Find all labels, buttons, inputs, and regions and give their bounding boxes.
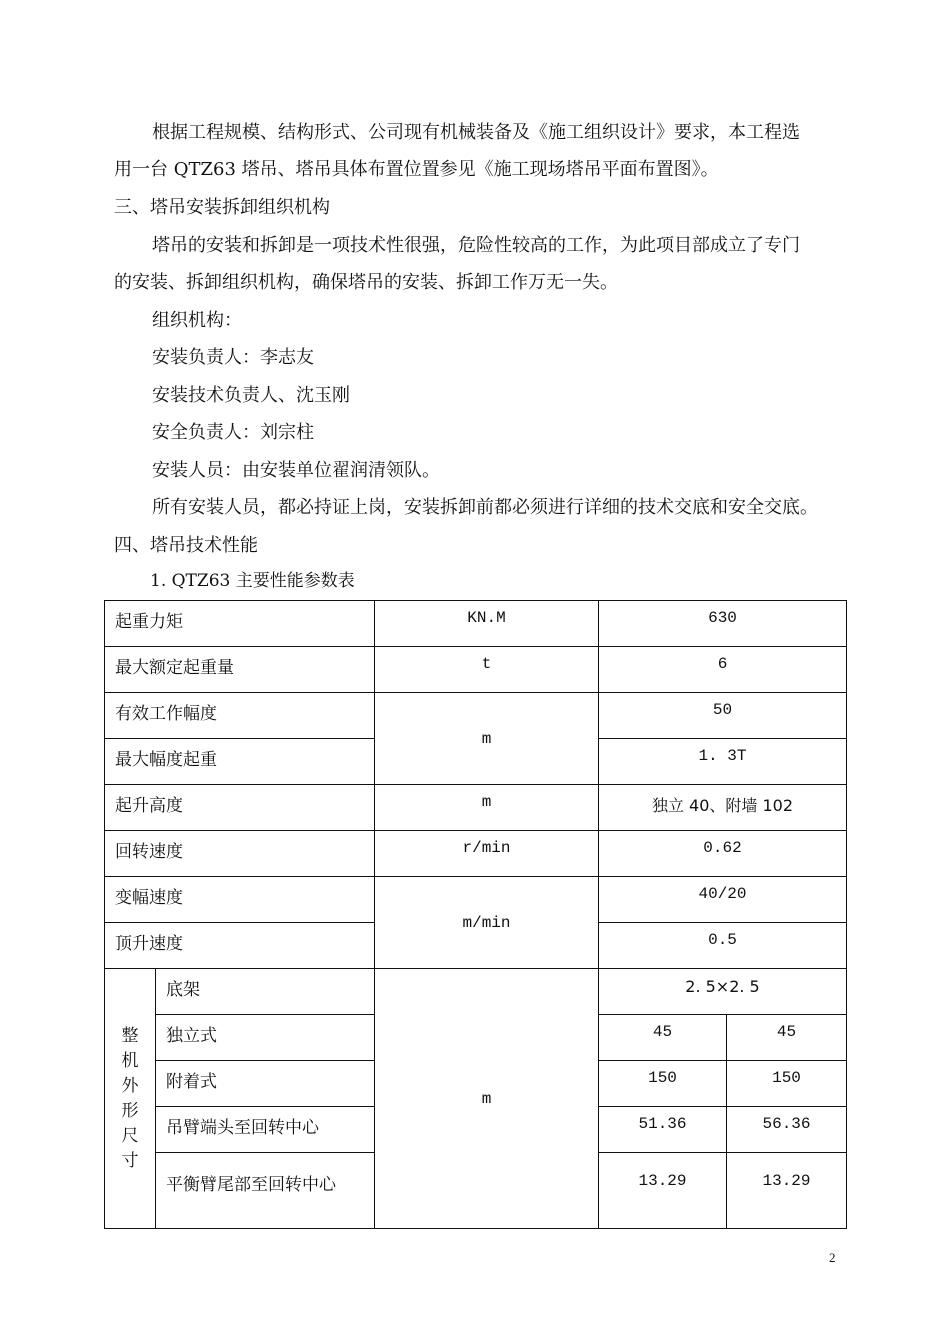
group-label-char: 整 bbox=[121, 1025, 139, 1046]
row-unit: m bbox=[375, 969, 599, 1229]
row-value: 56.36 bbox=[727, 1107, 847, 1153]
table-row bbox=[105, 647, 847, 693]
row-label: 起重力矩 bbox=[105, 601, 375, 647]
row-value: 150 bbox=[599, 1061, 727, 1107]
group-label-char: 机 bbox=[121, 1050, 139, 1071]
section-heading: 三、塔吊安装拆卸组织机构 bbox=[114, 197, 330, 218]
table-row bbox=[105, 785, 847, 831]
paragraph-line: 塔吊的安装和拆卸是一项技术性很强，危险性较高的工作，为此项目部成立了专门 bbox=[152, 235, 800, 256]
row-label: 底架 bbox=[156, 969, 375, 1015]
table-row bbox=[105, 969, 847, 1015]
paragraph-line: 组织机构： bbox=[152, 310, 242, 331]
row-label: 起升高度 bbox=[105, 785, 375, 831]
row-value: 1. 3T bbox=[599, 739, 847, 785]
paragraph-line: 的安装、拆卸组织机构，确保塔吊的安装、拆卸工作万无一失。 bbox=[114, 272, 618, 293]
row-label: 独立式 bbox=[156, 1015, 375, 1061]
row-unit: t bbox=[375, 647, 599, 693]
table-row bbox=[105, 693, 847, 739]
paragraph-line: 安装负责人：李志友 bbox=[152, 347, 314, 368]
paragraph-line: 安装技术负责人、沈玉刚 bbox=[152, 385, 350, 406]
paragraph-line: 根据工程规模、结构形式、公司现有机械装备及《施工组织设计》要求，本工程选 bbox=[152, 122, 800, 143]
row-unit: m bbox=[375, 785, 599, 831]
group-label-char: 尺 bbox=[121, 1125, 139, 1146]
row-value: 150 bbox=[727, 1061, 847, 1107]
table-row bbox=[105, 831, 847, 877]
row-label: 附着式 bbox=[156, 1061, 375, 1107]
row-value: 0.62 bbox=[599, 831, 847, 877]
row-value: 6 bbox=[599, 647, 847, 693]
row-value: 45 bbox=[599, 1015, 727, 1061]
row-unit: m bbox=[375, 693, 599, 785]
row-label: 吊臂端头至回转中心 bbox=[156, 1107, 375, 1153]
row-value: 独立 40、附墙 102 bbox=[599, 785, 847, 831]
section-heading: 四、塔吊技术性能 bbox=[114, 535, 258, 556]
row-value: 2. 5×2. 5 bbox=[599, 969, 847, 1015]
paragraph-line: 安装人员：由安装单位翟润清领队。 bbox=[152, 460, 440, 481]
row-value: 51.36 bbox=[599, 1107, 727, 1153]
row-label: 有效工作幅度 bbox=[105, 693, 375, 739]
group-label-char: 寸 bbox=[121, 1150, 139, 1171]
row-value: 0.5 bbox=[599, 923, 847, 969]
group-label-char: 形 bbox=[121, 1100, 139, 1121]
row-value: 630 bbox=[599, 601, 847, 647]
row-value: 13.29 bbox=[599, 1153, 727, 1229]
paragraph-line: 安全负责人：刘宗柱 bbox=[152, 422, 314, 443]
row-unit: m/min bbox=[375, 877, 599, 969]
row-unit: r/min bbox=[375, 831, 599, 877]
group-label bbox=[105, 969, 156, 1229]
row-value: 40/20 bbox=[599, 877, 847, 923]
table-row bbox=[105, 601, 847, 647]
row-unit: KN.M bbox=[375, 601, 599, 647]
paragraph-line: 用一台 QTZ63 塔吊、塔吊具体布置位置参见《施工现场塔吊平面布置图》。 bbox=[114, 159, 719, 180]
paragraph-line: 所有安装人员，都必持证上岗，安装拆卸前都必须进行详细的技术交底和安全交底。 bbox=[152, 497, 818, 518]
table-caption: 1. QTZ63 主要性能参数表 bbox=[150, 571, 355, 591]
row-label: 最大额定起重量 bbox=[105, 647, 375, 693]
row-value: 45 bbox=[727, 1015, 847, 1061]
row-label: 回转速度 bbox=[105, 831, 375, 877]
row-value: 50 bbox=[599, 693, 847, 739]
row-label: 平衡臂尾部至回转中心 bbox=[156, 1153, 375, 1229]
group-label-char: 外 bbox=[121, 1075, 139, 1096]
table-row bbox=[105, 877, 847, 923]
row-label: 变幅速度 bbox=[105, 877, 375, 923]
row-label: 最大幅度起重 bbox=[105, 739, 375, 785]
page-number: 2 bbox=[829, 1250, 836, 1265]
parameter-table bbox=[104, 600, 847, 1229]
row-label: 顶升速度 bbox=[105, 923, 375, 969]
row-value: 13.29 bbox=[727, 1153, 847, 1229]
